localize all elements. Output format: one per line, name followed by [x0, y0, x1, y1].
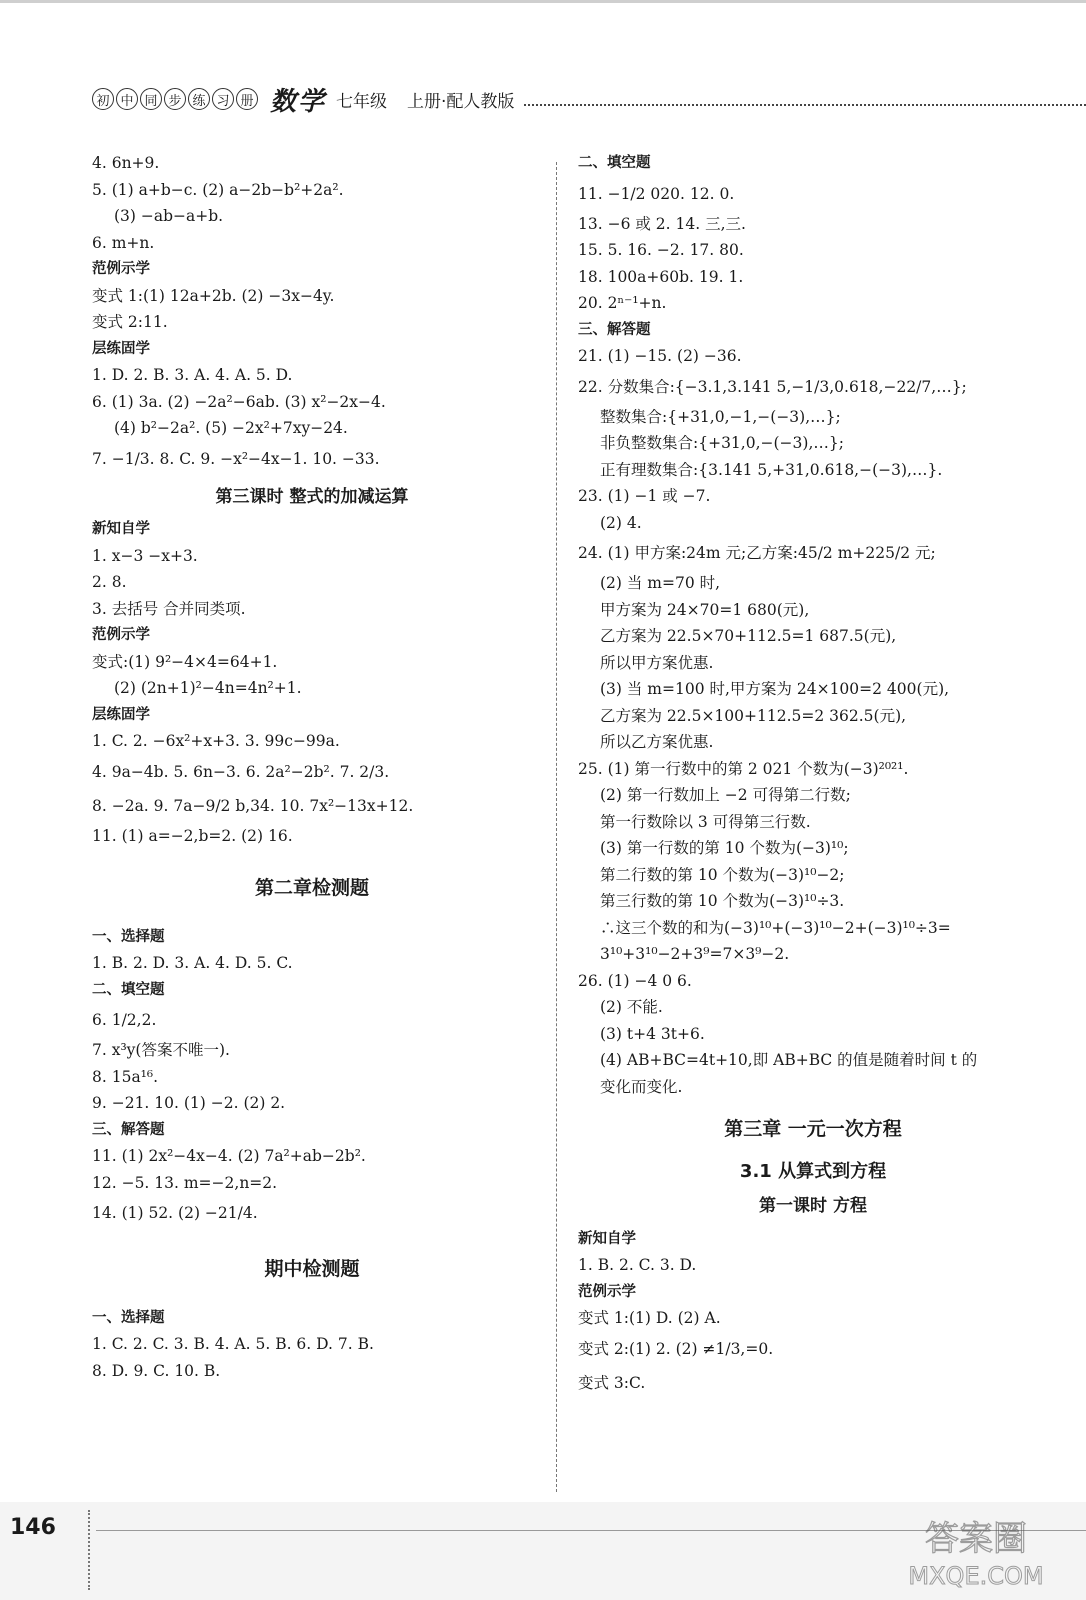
answer-line: 7. x³y(答案不唯一). [92, 1041, 230, 1059]
answer-line: 7. −1/3. 8. C. 9. −x²−4x−1. 10. −33. [92, 449, 380, 468]
section-heading: 二、填空题 [92, 981, 165, 998]
right-column [578, 150, 1048, 1400]
answer-line: 变化而变化. [600, 1077, 683, 1096]
answer-line: (2) 4. [600, 513, 642, 532]
answer-line: 变式 2:(1) 2. (2) ≠1/3,=0. [578, 1339, 774, 1358]
answer-line: 8. 15a¹⁶. [92, 1067, 159, 1086]
answer-line: 26. (1) −4 0 6. [578, 971, 692, 990]
lesson-title: 第三课时 整式的加减运算 [215, 486, 409, 507]
answer-line: 第三行数的第 10 个数为(−3)¹⁰÷3. [600, 892, 845, 910]
series-char: 练 [188, 88, 210, 110]
answer-line: 23. (1) −1 或 −7. [578, 487, 711, 505]
answer-line: 6. 1/2,2. [92, 1011, 157, 1029]
answer-line: 6. m+n. [92, 233, 155, 252]
answer-line: 正有理数集合:{3.141 5,+31,0.618,−(−3),…}. [600, 460, 943, 479]
watermark-logo [896, 1512, 1056, 1592]
chapter-title: 第三章 一元一次方程 [724, 1118, 902, 1140]
answer-line: 13. −6 或 2. 14. 三,三. [578, 214, 746, 233]
answer-line: 变式 1:(1) D. (2) A. [578, 1309, 721, 1327]
answer-line: 11. −1/2 020. 12. 0. [578, 184, 735, 203]
section-heading: 三、解答题 [92, 1121, 165, 1138]
answer-line: 1. x−3 −x+3. [92, 546, 198, 565]
answer-line: 乙方案为 22.5×70+112.5=1 687.5(元), [600, 627, 897, 645]
answer-line: 4. 6n+9. [92, 154, 160, 172]
answer-line: (2) 当 m=70 时, [600, 574, 721, 592]
edition-label: 上册·配人教版 [407, 91, 515, 112]
answer-line: 1. D. 2. B. 3. A. 4. A. 5. D. [92, 366, 293, 384]
answer-line: 25. (1) 第一行数中的第 2 021 个数为(−3)²⁰²¹. [578, 759, 909, 778]
answer-line: 非负整数集合:{+31,0,−(−3),…}; [600, 434, 844, 452]
section-heading: 一、选择题 [92, 928, 165, 945]
answer-line: (2) 第一行数加上 −2 可得第二行数; [600, 786, 851, 804]
answer-line: 21. (1) −15. (2) −36. [578, 347, 742, 365]
answer-line: 3¹⁰+3¹⁰−2+3⁹=7×3⁹−2. [600, 945, 790, 963]
series-char: 习 [212, 88, 234, 110]
section-heading: 范例示学 [92, 261, 150, 277]
answer-line: (3) 当 m=100 时,甲方案为 24×100=2 400(元), [600, 680, 950, 698]
section-heading: 新知自学 [92, 521, 150, 537]
answer-line: 11. (1) a=−2,b=2. (2) 16. [92, 826, 293, 845]
section-heading: 二、填空题 [578, 155, 651, 171]
section-heading: 一、选择题 [92, 1309, 165, 1326]
answer-line: 1. C. 2. C. 3. B. 4. A. 5. B. 6. D. 7. B. [92, 1335, 374, 1353]
answer-line: 2. 8. [92, 573, 127, 591]
answer-line: (4) AB+BC=4t+10,即 AB+BC 的值是随着时间 t 的 [600, 1051, 978, 1069]
answer-line: 1. B. 2. C. 3. D. [578, 1256, 697, 1274]
chapter-title: 期中检测题 [264, 1258, 360, 1280]
series-title [92, 88, 258, 110]
answer-line: 18. 100a+60b. 19. 1. [578, 267, 744, 286]
answer-line: 变式 2:11. [92, 313, 168, 331]
section-heading: 范例示学 [92, 627, 150, 643]
answer-line: 5. (1) a+b−c. (2) a−2b−b²+2a². [92, 180, 344, 199]
answer-line: 4. 9a−4b. 5. 6n−3. 6. 2a²−2b². 7. 2/3. [92, 762, 390, 781]
answer-line: (3) t+4 3t+6. [600, 1024, 705, 1043]
answer-line: 所以甲方案优惠. [600, 653, 714, 672]
subject-title: 数学 [270, 86, 327, 117]
answer-line: ∴这三个数的和为(−3)¹⁰+(−3)¹⁰−2+(−3)¹⁰÷3= [600, 918, 951, 937]
answer-line: 22. 分数集合:{−3.1,3.141 5,−1/3,0.618,−22/7,…}; [578, 377, 967, 396]
lesson-title: 第一课时 方程 [759, 1196, 867, 1216]
answer-line: 变式 1:(1) 12a+2b. (2) −3x−4y. [92, 286, 335, 305]
watermark-text: 答案圈 [925, 1519, 1027, 1559]
series-char: 册 [236, 88, 258, 110]
answer-line: 8. −2a. 9. 7a−9/2 b,34. 10. 7x²−13x+12. [92, 796, 414, 815]
column-divider [556, 162, 557, 1492]
section-heading: 层练固学 [92, 340, 150, 357]
section-heading: 层练固学 [92, 706, 150, 723]
subsection-title: 3.1 从算式到方程 [739, 1160, 887, 1182]
answer-line: (3) −ab−a+b. [114, 207, 224, 225]
answer-line: 整数集合:{+31,0,−1,−(−3),…}; [600, 407, 841, 426]
answer-line: 20. 2ⁿ⁻¹+n. [578, 294, 667, 312]
series-char: 初 [92, 88, 114, 110]
answer-line: 第二行数的第 10 个数为(−3)¹⁰−2; [600, 865, 845, 884]
series-char: 同 [140, 88, 162, 110]
grade-label: 七年级 [336, 91, 388, 112]
answer-line: 变式 3:C. [578, 1373, 646, 1392]
series-char: 步 [164, 88, 186, 110]
series-char: 中 [116, 88, 138, 110]
watermark-url: MXQE.COM [908, 1562, 1044, 1590]
answer-line: (4) b²−2a². (5) −2x²+7xy−24. [114, 419, 348, 437]
answer-line: 1. B. 2. D. 3. A. 4. D. 5. C. [92, 954, 293, 972]
section-heading: 新知自学 [578, 1230, 636, 1247]
answer-line: 24. (1) 甲方案:24m 元;乙方案:45/2 m+225/2 元; [578, 544, 936, 562]
answer-line: 3. 去括号 合并同类项. [92, 599, 246, 618]
answer-line: (2) (2n+1)²−4n=4n²+1. [114, 679, 302, 697]
page-header [92, 84, 1086, 117]
answer-line: (3) 第一行数的第 10 个数为(−3)¹⁰; [600, 839, 849, 857]
section-heading: 三、解答题 [578, 321, 651, 338]
section-heading: 范例示学 [578, 1283, 636, 1300]
answer-line: 11. (1) 2x²−4x−4. (2) 7a²+ab−2b². [92, 1147, 366, 1165]
answer-line: 9. −21. 10. (1) −2. (2) 2. [92, 1094, 286, 1112]
chapter-title: 第二章检测题 [254, 877, 369, 899]
answer-line: 所以乙方案优惠. [600, 733, 714, 751]
left-column [92, 150, 532, 1384]
answer-line: 乙方案为 22.5×100+112.5=2 362.5(元), [600, 706, 907, 725]
answer-line: 8. D. 9. C. 10. B. [92, 1361, 221, 1380]
answer-line: 14. (1) 52. (2) −21/4. [92, 1204, 258, 1222]
top-edge-line [0, 0, 1086, 3]
answer-line: 变式:(1) 9²−4×4=64+1. [92, 652, 278, 671]
answer-line: 6. (1) 3a. (2) −2a²−6ab. (3) x²−2x−4. [92, 392, 386, 411]
header-dotted-rule [524, 92, 1086, 106]
answer-line: 12. −5. 13. m=−2,n=2. [92, 1173, 278, 1192]
answer-line: (2) 不能. [600, 998, 663, 1016]
answer-line: 1. C. 2. −6x²+x+3. 3. 99c−99a. [92, 732, 340, 750]
answer-line: 甲方案为 24×70=1 680(元), [600, 600, 810, 619]
footer-dotted-mark [88, 1510, 94, 1590]
answer-line: 15. 5. 16. −2. 17. 80. [578, 241, 744, 259]
page-number: 146 [10, 1515, 56, 1540]
answer-line: 第一行数除以 3 可得第三行数. [600, 812, 811, 831]
